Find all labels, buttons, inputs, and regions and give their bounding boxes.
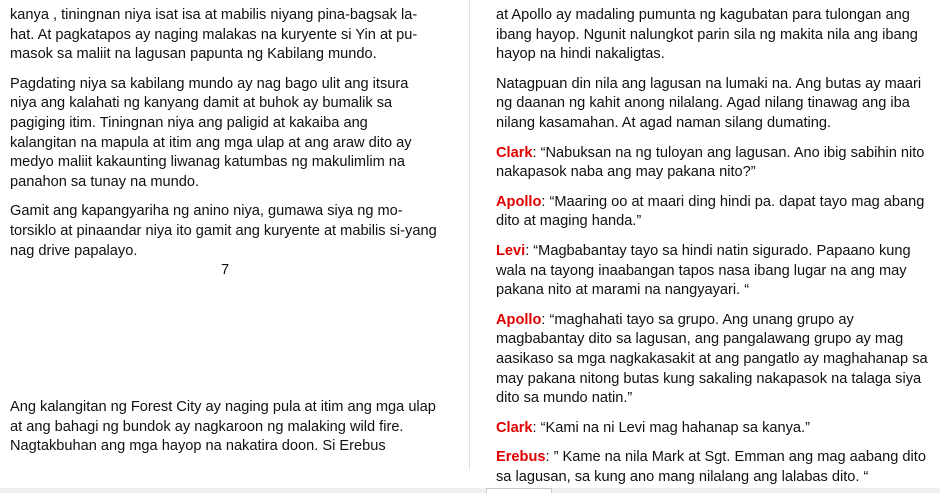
dialogue-text: : ” Kame na nila Mark at Sgt. Emman ang mag aabang dito sa lagusan, sa kung ano mang nilalang ang lalabas dito. “	[496, 449, 926, 485]
dialogue-line	[496, 144, 931, 183]
speaker-name: Erebus	[496, 449, 546, 466]
dialogue-line	[496, 242, 931, 301]
right-text	[496, 6, 931, 497]
paragraph: Ang kalangitan ng Forest City ay naging pula at itim ang mga ulap at ang bahagi ng bundok ay nagkaroon ng malaking wild fire. Nagtakbuhan ang mga hayop na nakatira doon. Si Erebus	[10, 399, 436, 455]
dialogue-text: : “Nabuksan na ng tuloyan ang lagusan. Ano ibig sabihin nito nakapasok naba ang may pakana nito?”	[496, 144, 925, 181]
speaker-name: Apollo	[496, 311, 542, 328]
page-number: 7	[221, 262, 230, 278]
right-page	[471, 0, 940, 493]
dialogue-line	[496, 311, 931, 409]
viewer-bottom-bar	[0, 488, 940, 493]
paragraph: Pagdating niya sa kabilang mundo ay nag bago ulit ang itsura niya ang kalahati ng kanyang damit at buhok ay bumalik sa pagiging itim. Tiningnan niya ang paligid at kakaiba ang kalangitan na mapula at itim ang mga ulap at ang araw dito ay medyo maliit kakaunting liwanag katumbas ng makulimlim na panahon sa tunay na mundo.	[10, 75, 412, 190]
left-bottom-text	[10, 398, 438, 467]
paragraph: at Apollo ay madaling pumunta ng kagubatan para tulongan ang ibang hayop. Ngunit nalungkot parin sila ng makita nila ang ibang hayop na hindi nakaligtas.	[496, 7, 918, 63]
paragraph: Natagpuan din nila ang lagusan na lumaki na. Ang butas ay maari ng daanan ng kahit anong nilalang. Agad nilang tinawag ang iba nilang kasamahan. At agad naman silang dumating.	[496, 75, 922, 131]
dialogue-text: : “maghahati tayo sa grupo. Ang unang grupo ay magbabantay dito sa lagusan, ang pangalawang grupo ay mag aasikaso sa mga nagkakasakit at ang pangatlo ay maghahanap sa may pakana nitong butas kung sakaling nakapasok na talaga siya dito sa mundo natin.”	[496, 311, 928, 407]
speaker-name: Apollo	[496, 193, 542, 210]
viewer-scroll-tab[interactable]	[486, 488, 552, 493]
paragraph: kanya , tiningnan niya isat isa at mabilis niyang pina-bagsak la-hat. At pagkatapos ay naging malakas na kuryente si Yin at pu-masok sa maliit na lagusan papunta ng Kabilang mundo.	[10, 7, 418, 63]
speaker-name: Clark	[496, 419, 533, 436]
page-divider	[469, 0, 470, 470]
speaker-name: Levi	[496, 242, 526, 259]
dialogue-line	[496, 193, 931, 232]
dialogue-line	[496, 448, 931, 487]
dialogue-line	[496, 419, 931, 439]
dialogue-text: : “Maaring oo at maari ding hindi pa. dapat tayo mag abang dito at maging handa.”	[496, 193, 925, 230]
dialogue-text: : “Magbabantay tayo sa hindi natin sigurado. Papaano kung wala na tayong inaabangan tapos nasa ibang lugar na ang may pakana nito at marami na nangyayari. “	[496, 242, 911, 299]
speaker-name: Clark	[496, 144, 533, 161]
left-top-text	[10, 6, 438, 271]
paragraph: Gamit ang kapangyariha ng anino niya, gumawa siya ng mo-torsiklo at pinaandar niya ito gamit ang kuryente at mabilis si-yang nag drive papalayo.	[10, 203, 437, 259]
dialogue-text: : “Kami na ni Levi mag hahanap sa kanya.”	[532, 419, 810, 436]
left-page	[0, 0, 468, 493]
